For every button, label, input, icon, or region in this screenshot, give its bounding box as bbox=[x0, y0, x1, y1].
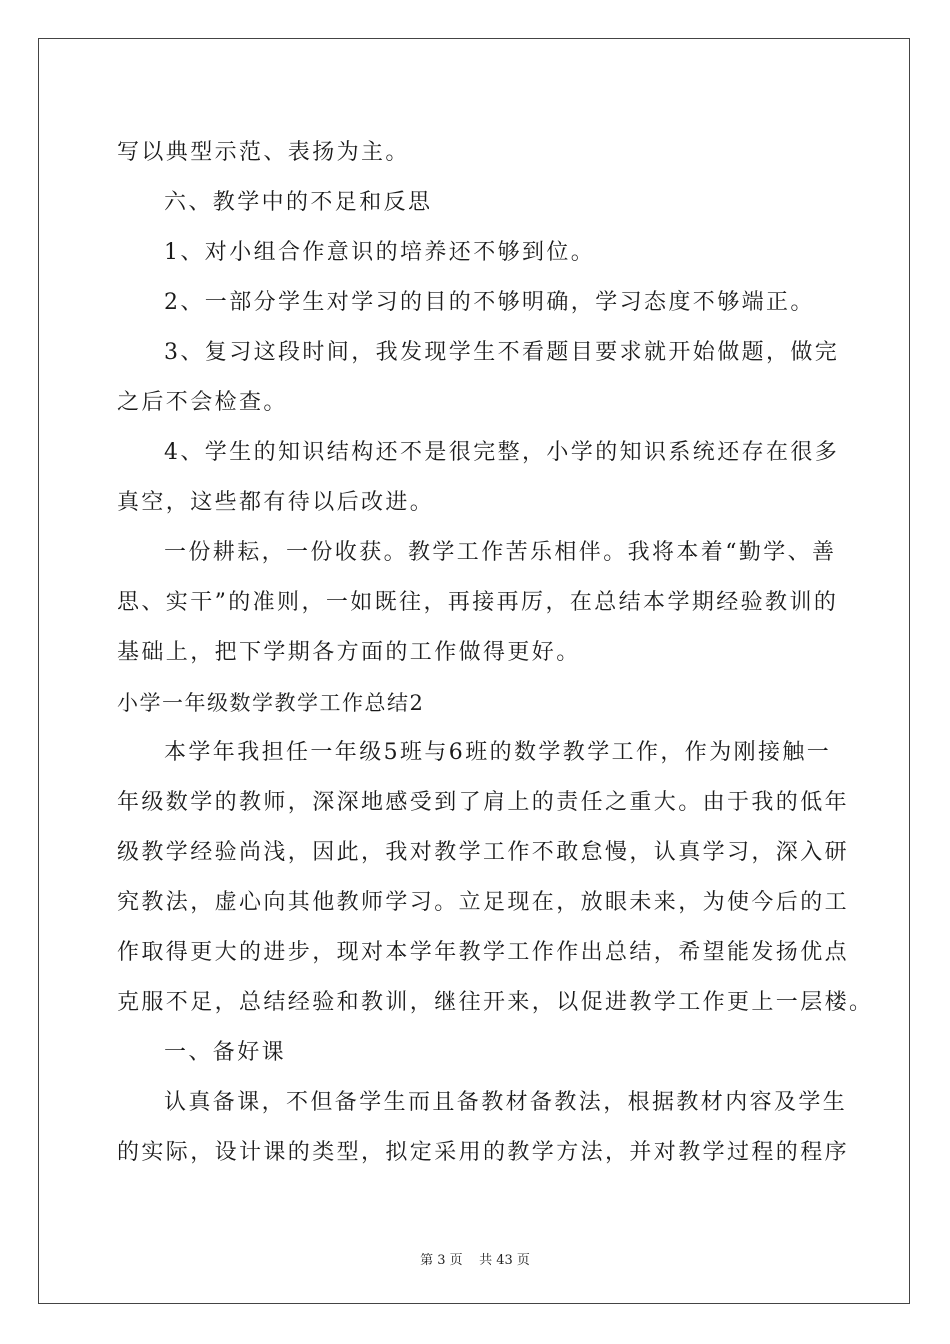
paragraph-line: 级教学经验尚浅，因此，我对教学工作不敢怠慢，认真学习，深入研 bbox=[117, 840, 850, 865]
paragraph-line: 之后不会检查。 bbox=[117, 390, 288, 415]
list-item: 2、一部分学生对学习的目的不够明确，学习态度不够端正。 bbox=[164, 290, 815, 315]
paragraph-line: 一份耕耘，一份收获。教学工作苦乐相伴。我将本着“勤学、善 bbox=[164, 540, 837, 565]
section-heading: 一、备好课 bbox=[164, 1040, 287, 1065]
paragraph-line: 的实际，设计课的类型，拟定采用的教学方法，并对教学过程的程序 bbox=[117, 1140, 850, 1165]
paragraph-line: 基础上，把下学期各方面的工作做得更好。 bbox=[117, 640, 581, 665]
paragraph-line: 克服不足，总结经验和教训，继往开来，以促进教学工作更上一层楼。 bbox=[117, 990, 874, 1015]
list-item: 3、复习这段时间，我发现学生不看题目要求就开始做题，做完 bbox=[164, 340, 840, 365]
paragraph-line: 究教法，虚心向其他教师学习。立足现在，放眼未来，为使今后的工 bbox=[117, 890, 850, 915]
list-item: 1、对小组合作意识的培养还不够到位。 bbox=[164, 240, 596, 265]
paragraph-line: 年级数学的教师，深深地感受到了肩上的责任之重大。由于我的低年 bbox=[117, 790, 850, 815]
paragraph-line: 本学年我担任一年级5班与6班的数学教学工作，作为刚接触一 bbox=[164, 740, 832, 765]
section-heading: 六、教学中的不足和反思 bbox=[164, 190, 433, 215]
article-title: 小学一年级数学教学工作总结2 bbox=[117, 691, 425, 715]
document-body bbox=[117, 128, 874, 1178]
list-item: 4、学生的知识结构还不是很完整，小学的知识系统还存在很多 bbox=[164, 440, 840, 465]
paragraph-line: 认真备课，不但备学生而且备教材备教法，根据教材内容及学生 bbox=[164, 1090, 848, 1115]
paragraph-line: 思、实干”的准则，一如既往，再接再厉，在总结本学期经验教训的 bbox=[117, 590, 839, 615]
page-number: 第 3 页 共 43 页 bbox=[420, 1253, 530, 1268]
paragraph-line: 真空，这些都有待以后改进。 bbox=[117, 490, 435, 515]
paragraph-line: 写以典型示范、表扬为主。 bbox=[117, 140, 410, 165]
paragraph-line: 作取得更大的进步，现对本学年教学工作作出总结，希望能发扬优点 bbox=[117, 940, 850, 965]
